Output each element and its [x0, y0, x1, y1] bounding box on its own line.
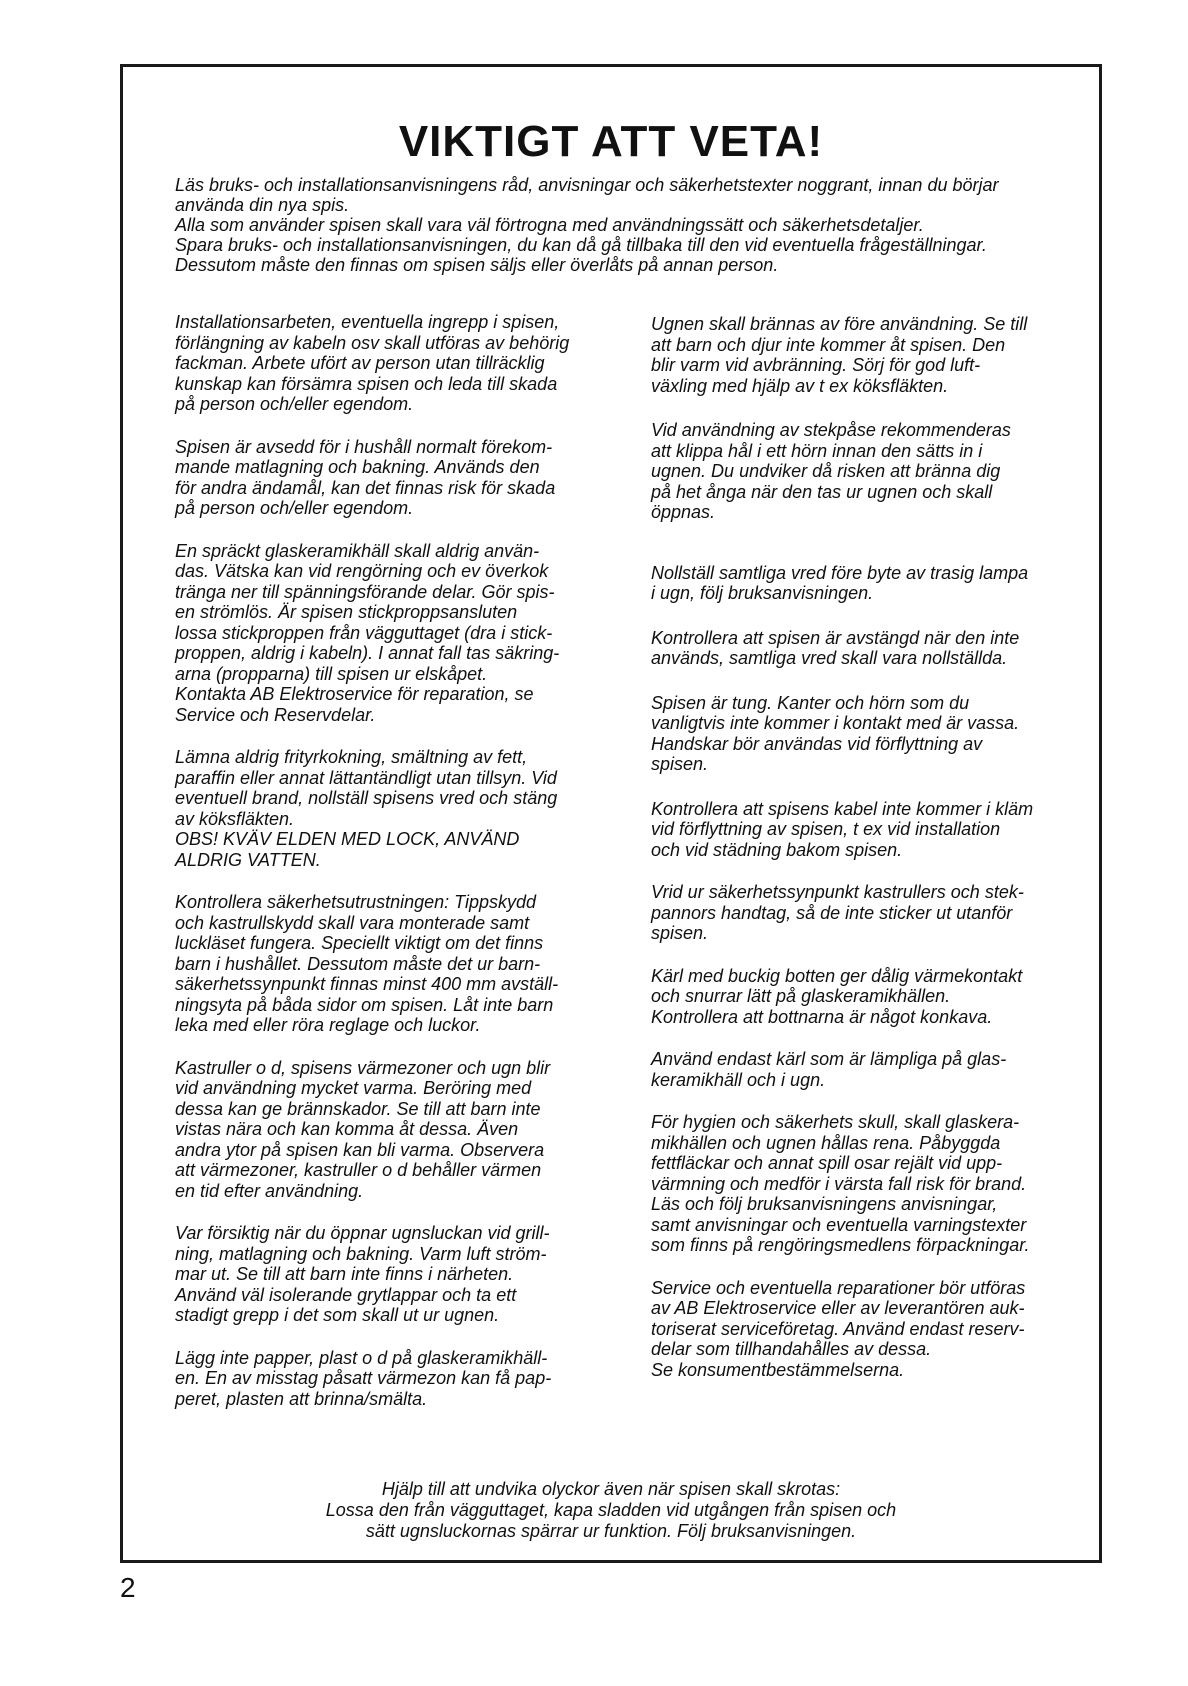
left-paragraph: Installationsarbeten, eventuella ingrepp i spisen, förlängning av kabeln osv skall utföras av behörig fackman. Arbete ufört av person utan tillräcklig kunskap kan försämra spisen och leda till skada på person och/eller egendom. [175, 312, 570, 414]
left-paragraph: Lämna aldrig frityrkokning, smältning av fett, paraffin eller annat lättantändligt utan tillsyn. Vid eventuell brand, nollställ spisens vred och stäng av köksfläkten. OBS! KVÄV ELDEN MED LOCK, ANVÄND ALDRIG VATTEN. [175, 747, 558, 870]
closing-line: Hjälp till att undvika olyckor även när spisen skall skrotas: [381, 1479, 841, 1499]
right-column [651, 312, 1071, 1380]
closing-line: sätt ugnsluckornas spärrar ur funktion. Följ bruksanvisningen. [365, 1521, 857, 1541]
warning-box [120, 64, 1102, 1563]
intro-paragraph: Spara bruks- och installationsanvisningen, du kan då gå tillbaka till den vid eventuella frågeställningar. Dessutom måste den finnas om spisen säljs eller överlåts på annan person. [175, 235, 987, 275]
intro-paragraph: Läs bruks- och installationsanvisningens råd, anvisningar och säkerhetstexter noggrant, innan du börjar använda din nya spis. [175, 175, 999, 215]
right-paragraph: Ugnen skall brännas av före användning. Se till att barn och djur inte kommer åt spisen. Den blir varm vid avbränning. Sörj för god luft- växling med hjälp av t ex köksfläkten. [651, 314, 1028, 396]
left-paragraph: Kastruller o d, spisens värmezoner och ugn blir vid användning mycket varma. Beröring med dessa kan ge brännskador. Se till att barn inte vistas nära och kan komma åt dessa. Även andra ytor på spisen kan bli varma. Observera att värmezoner, kastruller o d behåller värmen en tid efter användning. [175, 1057, 551, 1201]
left-paragraph: Var försiktig när du öppnar ugnsluckan vid grill- ning, matlagning och bakning. Varm luft ström- mar ut. Se till att barn inte finns i närheten. Använd väl isolerande grytlappar och ta ett stadigt grepp i det som skall ut ur ugnen. [175, 1223, 550, 1325]
left-paragraph: En spräckt glaskeramikhäll skall aldrig använ- das. Vätska kan vid rengörning och ev överkok tränga ner till spänningsförande delar. Gör spis- en strömlös. Är spisen stickproppsansluten lossa stickproppen från vägguttaget (dra i stick- proppen, aldrig i kabeln). I annat fall tas säkring- arna (propparna) till spisen ur elskåpet. Kontakta AB Elektroservice för reparation, se Service och Reservdelar. [175, 540, 560, 725]
right-paragraph: Spisen är tung. Kanter och hörn som du vanligtvis inte kommer i kontakt med är vassa. Handskar bör användas vid förflyttning av spisen. [651, 692, 1020, 774]
right-paragraph: Vid användning av stekpåse rekommenderas att klippa hål i ett hörn innan den sätts in i ugnen. Du undviker då risken att bränna dig på het ånga när den tas ur ugnen och skall öppnas. [651, 420, 1011, 522]
right-paragraph: Använd endast kärl som är lämpliga på glas- keramikhäll och i ugn. [651, 1049, 1007, 1090]
right-paragraph: Vrid ur säkerhetssynpunkt kastrullers och stek- pannors handtag, så de inte sticker ut utanför spisen. [651, 882, 1024, 943]
closing-line: Lossa den från vägguttaget, kapa sladden vid utgången från spisen och [325, 1500, 897, 1520]
left-paragraph: Kontrollera säkerhetsutrustningen: Tippskydd och kastrullskydd skall vara monterade samt luckläset fungera. Speciellt viktigt om det finns barn i hushållet. Dessutom måste det ur barn- säkerhetssynpunkt finnas minst 400 mm avställ- ningsyta på båda sidor om spisen. Låt inte barn leka med eller röra reglage och luckor. [175, 892, 559, 1035]
left-paragraph: Lägg inte papper, plast o d på glaskeramikhäll- en. En av misstag påsatt värmezon kan få pap- peret, plasten att brinna/smälta. [175, 1347, 552, 1409]
right-paragraph: Service och eventuella reparationer bör utföras av AB Elektroservice eller av leverantören auk- toriserat serviceföretag. Använd endast reserv- delar som tillhandahålles av dessa. Se konsumentbestämmelserna. [651, 1277, 1026, 1380]
page-number: 2 [120, 1572, 136, 1603]
right-paragraph: Nollställ samtliga vred före byte av trasig lampa i ugn, följ bruksanvisningen. [651, 562, 1029, 603]
left-paragraph: Spisen är avsedd för i hushåll normalt förekom- mande matlagning och bakning. Används den för andra ändamål, kan det finnas risk för skada på person och/eller egendom. [175, 436, 556, 518]
closing-note [123, 1479, 1099, 1542]
intro-text [175, 175, 1055, 275]
right-paragraph: Kontrollera att spisens kabel inte kommer i kläm vid förflyttning av spisen, t ex vid installation och vid städning bakom spisen. [651, 798, 1034, 860]
page-title: VIKTIGT ATT VETA! [398, 117, 824, 166]
right-paragraph: Kontrollera att spisen är avstängd när den inte används, samtliga vred skall vara nollställda. [651, 627, 1020, 668]
right-paragraph: För hygien och säkerhets skull, skall glaskera- mikhällen och ugnen hållas rena. Påbyggda fettfläckar och annat spill osar rejält vid upp- värmning och medför i värsta fall risk för brand. Läs och följ bruksanvisningens anvisningar, samt anvisningar och eventuella varningstexter som finns på rengöringsmedlens förpackningar. [651, 1112, 1030, 1255]
right-paragraph: Kärl med buckig botten ger dålig värmekontakt och snurrar lätt på glaskeramikhällen. Kontrollera att bottnarna är något konkava. [651, 965, 1023, 1027]
left-column [175, 312, 615, 1409]
intro-paragraph: Alla som använder spisen skall vara väl förtrogna med användningssätt och säkerhetsdetaljer. [175, 215, 924, 235]
